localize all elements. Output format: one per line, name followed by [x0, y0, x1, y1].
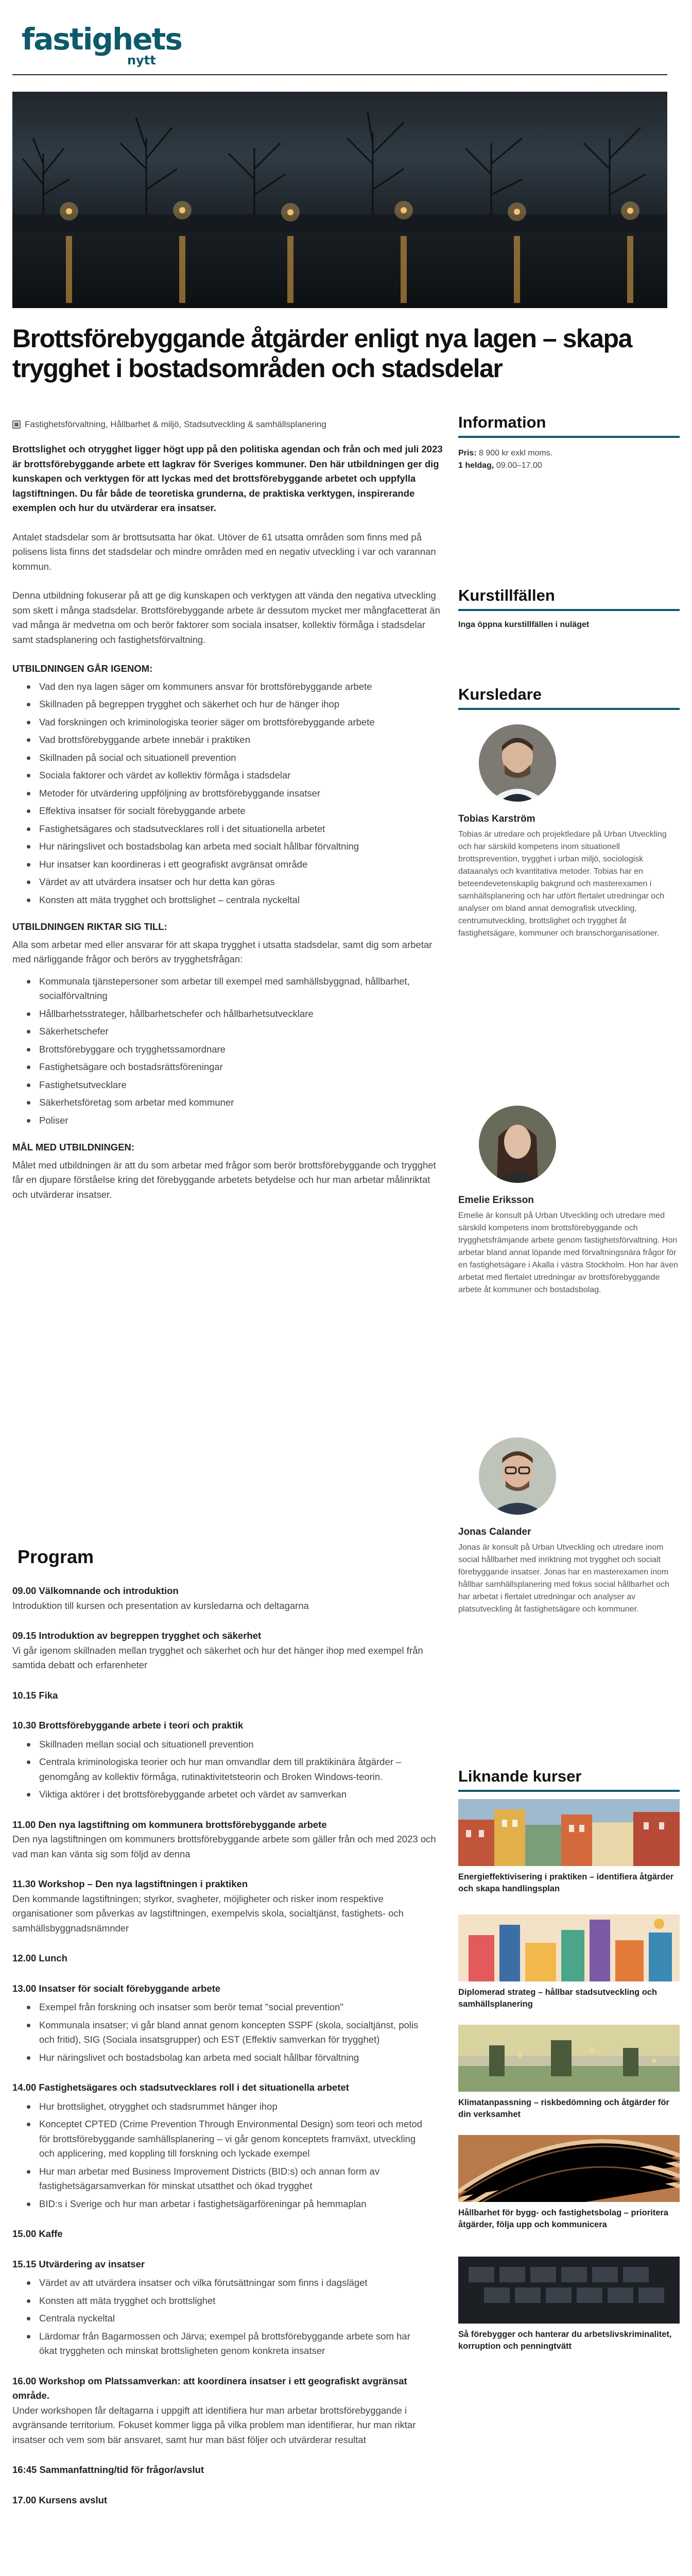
- course-title: Klimatanpassning – riskbedömning och åtgärder för din verksamhet: [458, 2098, 669, 2119]
- list-item: Lärdomar från Bagarmossen och Järva; exempel på brottsförebyggande arbete som har ökat tryggheten och minskat brottsligheten genom konkreta insatser: [12, 2329, 445, 2359]
- list-item: Fastighetsutvecklare: [12, 1078, 445, 1093]
- related-course-card[interactable]: [458, 2257, 680, 2352]
- speaker-avatar: [479, 1106, 556, 1183]
- logo-sub-text: nytt: [127, 53, 156, 67]
- program-item-title: 11.00 Den nya lagstiftning om kommunera brottsförebyggande arbete: [12, 1819, 327, 1830]
- price-label: Pris:: [458, 449, 477, 457]
- course-illustration: [458, 2135, 680, 2202]
- information-heading: Information: [458, 412, 680, 438]
- related-heading: Liknande kurser: [458, 1766, 680, 1792]
- duration-label: 1 heldag,: [458, 461, 494, 470]
- section-heading-audience: UTBILDNINGEN RIKTAR SIG TILL:: [12, 921, 167, 932]
- program-item-text: Den nya lagstiftningen om kommuners brottsförebyggande arbete som gäller från och med 2023 och vad man kan vänta sig som följd av denna: [12, 1834, 436, 1859]
- course-illustration: [458, 2025, 680, 2092]
- course-illustration: [458, 2257, 680, 2324]
- program-item: [12, 1718, 445, 1802]
- page-title: Brottsförebyggande åtgärder enligt nya lagen – skapa trygghet i bostadsområden och stadsdelar: [12, 324, 632, 383]
- list-item: Säkerhetsföretag som arbetar med kommuner: [12, 1095, 445, 1110]
- sidebar: [458, 412, 680, 2351]
- program-item-list: [12, 2276, 445, 2359]
- course-image: [458, 2257, 680, 2324]
- list-item: Metoder för utvärdering uppföljning av brottsförebyggande insatser: [12, 786, 445, 801]
- speaker-avatar: [479, 724, 556, 802]
- course-title: Energieffektivisering i praktiken – identifiera åtgärder och skapa handlingsplan: [458, 1872, 674, 1893]
- goal-text: Målet med utbildningen är att du som arbetar med frågor som berör brottsförebyggande och trygghet får en djupare förståelse kring det förebyggande arbetets betydelse och hur man arbetar målinriktat och utvärderar insatser.: [12, 1159, 436, 1200]
- program-item-title: 10.30 Brottsförebyggande arbete i teori och praktik: [12, 1720, 244, 1731]
- program-item-list: [12, 2099, 445, 2212]
- list-item: Vad den nya lagen säger om kommuners ansvar för brottsförebyggande arbete: [12, 680, 445, 694]
- list-item: Skillnaden på social och situationell prevention: [12, 751, 445, 766]
- list-item: Konsten att mäta trygghet och brottslighet – centrala nyckeltal: [12, 893, 445, 908]
- list-item: Fastighetsägares och stadsutvecklares roll i det situationella arbetet: [12, 822, 445, 837]
- site-logo[interactable]: [22, 22, 182, 67]
- program-item-title: 16.00 Workshop om Platssamverkan: att koordinera insatser i ett geografiskt avgränsat område.: [12, 2375, 407, 2401]
- program-item-title: 10.15 Fika: [12, 1689, 58, 1701]
- related-course-card[interactable]: [458, 2025, 680, 2121]
- article-intro: Brottslighet och otrygghet ligger högt upp på den politiska agendan och från och med juli 2023 är brottsförebyggande arbete ett lagkrav för Sveriges kommuner. Den här utbildningen ger dig kunskapen och verktygen för att lyckas med det brottsförebyggande arbetet och uppfylla lagstiftningen. Du får både de teoretiska grunderna, de praktiska verktygen, inspirerande exemplen och hur du utvärderar era insatser.: [12, 444, 443, 513]
- hero-image: [12, 92, 667, 308]
- list-item: Hållbarhetsstrateger, hållbarhetschefer och hållbarhetsutvecklare: [12, 1007, 445, 1022]
- list-item: Kommunala tjänstepersoner som arbetar till exempel med samhällsbyggnad, hållbarhet, socialförvaltning: [12, 974, 445, 1004]
- related-course-card[interactable]: [458, 2135, 680, 2231]
- program-item-text: Den kommande lagstiftningen; styrkor, svagheter, möjligheter och risker inom respektive organisationer som påverkas av lagstiftningen, exempelvis skola, socialtjänst, fastighets- och samhällsbyggnadsnämnder: [12, 1893, 404, 1934]
- price-value: 8 900 kr exkl moms.: [479, 449, 553, 457]
- speaker-name: Emelie Eriksson: [458, 1195, 534, 1206]
- program-item-list: [12, 2000, 445, 2065]
- course-title: Diplomerad strateg – hållbar stadsutveckling och samhällsplanering: [458, 1988, 658, 2009]
- site-header: [12, 19, 667, 75]
- program-title: Program: [18, 1546, 94, 1567]
- program-item: [12, 2080, 445, 2211]
- folder-icon: [12, 420, 21, 429]
- list-item: Säkerhetschefer: [12, 1024, 445, 1039]
- duration-row: [458, 460, 680, 472]
- program-item-title: 11.30 Workshop – Den nya lagstiftningen i praktiken: [12, 1878, 248, 1889]
- program-item: [12, 1981, 445, 2065]
- article-paragraph-1: Antalet stadsdelar som är brottsutsatta har ökat. Utöver de 61 utsatta områden som finns med på polisens lista finns det stadsdelar och mindre områden med en negativ utveckling i var och varannan kommun.: [12, 531, 436, 572]
- section-heading-goal: MÅL MED UTBILDNINGEN:: [12, 1142, 135, 1153]
- speaker-name: Tobias Karström: [458, 814, 535, 824]
- course-illustration: [458, 1799, 680, 1866]
- list-item: Brottsförebyggare och trygghetssamordnare: [12, 1042, 445, 1057]
- list-item: Effektiva insatser för socialt förebyggande arbete: [12, 804, 445, 819]
- list-item: BID:s i Sverige och hur man arbetar i fastighetsägarföreningar på hemmaplan: [12, 2197, 445, 2212]
- speaker-name: Jonas Calander: [458, 1527, 531, 1537]
- program-item-title: 15.15 Utvärdering av insatser: [12, 2258, 145, 2269]
- course-image: [458, 1799, 680, 1866]
- program-item: [12, 2257, 445, 2359]
- list-item: Vad forskningen och kriminologiska teorier säger om brottsförebyggande arbete: [12, 715, 445, 730]
- avatar-image: [479, 1106, 556, 1183]
- related-course-card[interactable]: [458, 1914, 680, 2010]
- program-item: [12, 1951, 445, 1966]
- list-item: Konsten att mäta trygghet och brottslighet: [12, 2294, 445, 2309]
- list-item: Centrala kriminologiska teorier och hur man omvandlar dem till praktikinära åtgärder – genomgång av kollektiv förmåga, rutinaktivitetsteorin och Broken Windows-teorin.: [12, 1755, 445, 1784]
- duration-value: 09.00–17.00: [496, 461, 542, 470]
- program-item-title: 12.00 Lunch: [12, 1953, 67, 1963]
- list-item: Hur näringslivet och bostadsbolag kan arbeta med socialt hållbar förvaltning: [12, 839, 445, 854]
- speaker-card: [458, 724, 680, 940]
- program-item: [12, 1818, 445, 1862]
- list-item: Konceptet CPTED (Crime Prevention Through Environmental Design) som teori och metod för brottsförebyggande samhällsplanering – vi går genom konceptets framväxt, utveckling och applicering, med koppling till forskning och lyckade exempel: [12, 2117, 445, 2161]
- course-illustration: [458, 1914, 680, 1981]
- course-image: [458, 1914, 680, 1981]
- program-item: [12, 1629, 445, 1673]
- list-item: Hur näringslivet och bostadsbolag kan arbeta med socialt hållbar förvaltning: [12, 2050, 445, 2065]
- list-item: Värdet av att utvärdera insatser och vilka förutsättningar som finns i dagsläget: [12, 2276, 445, 2291]
- program-item: [12, 2374, 445, 2448]
- occasions-heading: Kurstillfällen: [458, 585, 680, 611]
- avatar-image: [479, 724, 556, 802]
- list-item: Skillnaden på begreppen trygghet och säkerhet och hur de hänger ihop: [12, 697, 445, 712]
- category-links[interactable]: Fastighetsförvaltning, Hållbarhet & miljö, Stadsutveckling & samhällsplanering: [25, 419, 326, 429]
- related-course-card[interactable]: [458, 1799, 680, 1895]
- list-item: Fastighetsägare och bostadsrättsföreningar: [12, 1060, 445, 1075]
- speaker-bio: Tobias är utredare och projektledare på Urban Utveckling och har särskild kompetens inom situationell brottsprevention, trygghet i urban miljö, sociologisk dataanalys och kvantitativa metoder. Tobias har en beteendevetenskaplig bakgrund och masterexamen i samhällsplanering och har utfört flertalet utredningar och analyser om bland annat demografisk utveckling, centrumutveckling, brottslighet och trygghet åt fastighetsägare, kommuner och branschorganisationer.: [458, 830, 667, 938]
- list-item: Poliser: [12, 1113, 445, 1128]
- audience-text: Alla som arbetar med eller ansvarar för att skapa trygghet i utsatta stadsdelar, samt dig som arbetar med närliggande frågor och berörs av trygghetsfrågan:: [12, 939, 432, 964]
- avatar-image: [479, 1437, 556, 1515]
- program-item: [12, 1877, 445, 1936]
- program-item: [12, 1584, 445, 1613]
- program-item-text: Introduktion till kursen och presentation av kursledarna och deltagarna: [12, 1600, 309, 1611]
- list-item: Sociala faktorer och värdet av kollektiv förmåga i stadsdelar: [12, 768, 445, 783]
- course-title: Så förebygger och hanterar du arbetslivskriminalitet, korruption och penningtvätt: [458, 2330, 672, 2351]
- article-body: [12, 442, 445, 1202]
- course-image: [458, 2025, 680, 2092]
- program-item-title: 09.00 Välkomnande och introduktion: [12, 1585, 179, 1596]
- speaker-bio: Emelie är konsult på Urban Utveckling och utredare med särskild kompetens inom brottsförebyggande och trygghetsfrämjande arbete genom fastighetsförvaltning. Hon arbetar bland annat löpande med förvaltningsnära frågor för en fastighetsägare i Akalla i västra Stockholm. Hon har även arbetat med flertalet utredningar av brottsförebyggande arbete åt kommuner och bostadsbolag.: [458, 1211, 678, 1294]
- program-section: [12, 1546, 445, 2523]
- program-item-title: 16:45 Sammanfattning/tid för frågor/avslut: [12, 2464, 204, 2475]
- list-item: Värdet av att utvärdera insatser och hur detta kan göras: [12, 875, 445, 890]
- list-item: Exempel från forskning och insatser som berör temat "social prevention": [12, 2000, 445, 2015]
- list-item: Hur man arbetar med Business Improvement Districts (BID:s) och annan form av fastighetsägarsamverkan för minskat utsatthet och ökad trygghet: [12, 2164, 445, 2194]
- course-image: [458, 2135, 680, 2202]
- list-item: Skillnaden mellan social och situationell prevention: [12, 1737, 445, 1752]
- list-item: Kommunala insatser; vi går bland annat genom koncepten SSPF (skola, socialtjänst, polis och fritid), SIG (Sociala insatsgrupper) och EST (Effektiv samverkan för trygghet): [12, 2018, 445, 2047]
- speaker-card: [458, 1106, 680, 1296]
- content-list: [12, 680, 445, 908]
- program-item-title: 14.00 Fastighetsägares och stadsutvecklares roll i det situationella arbetet: [12, 2082, 349, 2093]
- category-list: [12, 419, 450, 430]
- program-item-title: 15.00 Kaffe: [12, 2228, 63, 2239]
- list-item: Vad brottsförebyggande arbete innebär i praktiken: [12, 733, 445, 748]
- program-item: [12, 1688, 445, 1703]
- program-item-text: Under workshopen får deltagarna i uppgift att identifiera hur man arbetar brottsförebyggande i avgränsande territorium. Fokuset kommer ligga på vilka problem man identifierar, hur man riktar insatser och vem som bär ansvaret, samt hur man bäst följer och utvärderar resultat: [12, 2404, 416, 2445]
- price-row: [458, 447, 680, 460]
- program-item: [12, 2463, 445, 2478]
- audience-list: [12, 974, 445, 1128]
- list-item: Viktiga aktörer i det brottsförebyggande arbetet och värdet av samverkan: [12, 1787, 445, 1802]
- program-item-title: 17.00 Kursens avslut: [12, 2494, 108, 2505]
- program-item: [12, 2227, 445, 2242]
- hero-illustration: [12, 92, 667, 308]
- article-paragraph-2: Denna utbildning fokuserar på att ge dig kunskapen och verktygen att vända den negativa utveckling som skett i många stadsdelar. Brottsförebyggande arbete är dessutom mycket mer mångfacetterat än vad många är medvetna om och berör faktorer som sociala insatser, kollektiv förmåga i stadsdelar samt stadsplanering och fastighetsförvaltning.: [12, 590, 440, 645]
- program-item-list: [12, 1737, 445, 1802]
- speakers-heading: Kursledare: [458, 684, 680, 710]
- course-title: Hållbarhet för bygg- och fastighetsbolag – prioritera åtgärder, följa upp och kommunicera: [458, 2208, 668, 2229]
- program-item-title: 13.00 Insatser för socialt förebyggande arbete: [12, 1982, 221, 1994]
- program-item-title: 09.15 Introduktion av begreppen trygghet och säkerhet: [12, 1630, 262, 1641]
- speaker-avatar: [479, 1437, 556, 1515]
- list-item: Centrala nyckeltal: [12, 2311, 445, 2326]
- program-item: [12, 2493, 445, 2508]
- information-block: [458, 447, 680, 472]
- speaker-card: [458, 1437, 680, 1616]
- logo-main-text: fastighets: [22, 22, 182, 57]
- occasions-empty-text: Inga öppna kurstillfällen i nuläget: [458, 620, 590, 629]
- speaker-bio: Jonas är konsult på Urban Utveckling och utredare inom social hållbarhet med inriktning mot trygghet och socialt förebyggande insatser. Jonas har en masterexamen inom hållbar samhällsplanering med fokus social hållbarhet och har arbetat i flertalet utredningar och analyser av platsutveckling åt fastighetsägare och kommuner.: [458, 1543, 670, 1614]
- list-item: Hur brottslighet, otrygghet och stadsrummet hänger ihop: [12, 2099, 445, 2114]
- program-item-text: Vi går igenom skillnaden mellan trygghet och säkerhet och hur det hänger ihop med exempel från samtida debatt och erfarenheter: [12, 1645, 423, 1670]
- list-item: Hur insatser kan koordineras i ett geografiskt avgränsat område: [12, 857, 445, 872]
- section-heading-content: UTBILDNINGEN GÅR IGENOM:: [12, 663, 153, 674]
